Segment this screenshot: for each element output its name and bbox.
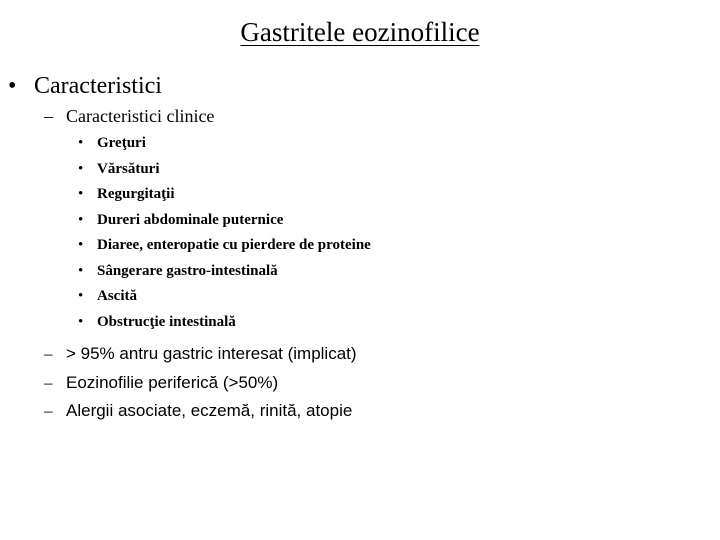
list-item (44, 397, 357, 426)
list-item-text: Diaree, enteropatie cu pierdere de proteine (97, 237, 371, 253)
list-item (78, 233, 371, 259)
list-item-text: Greţuri (97, 135, 146, 151)
list-item-text: Regurgitaţii (97, 186, 175, 202)
list-item-text: Vărsături (97, 160, 160, 177)
additional-features-list (44, 340, 357, 426)
list-item (78, 131, 371, 157)
list-item (78, 284, 371, 310)
subbullet-text: Caracteristici clinice (66, 106, 215, 126)
bullet-text: Caracteristici (34, 73, 162, 99)
list-item (78, 157, 371, 183)
list-item-text: Eozinofilie periferică (>50%) (66, 372, 279, 392)
list-item-text: Sângerare gastro-intestinală (97, 262, 278, 279)
list-item-text: Obstrucţie intestinală (97, 313, 236, 330)
bullet-marker: • (78, 237, 84, 253)
list-item (78, 259, 371, 285)
list-item (44, 340, 357, 369)
bullet-marker: • (78, 262, 84, 279)
list-item-text: Dureri abdominale puternice (97, 211, 284, 228)
list-item-text: Ascită (97, 288, 137, 304)
list-item-text: > 95% antru gastric interesat (implicat) (66, 344, 357, 363)
dash-marker: – (44, 372, 53, 392)
bullet-marker: • (8, 73, 17, 99)
bullet-marker: • (78, 186, 84, 202)
bullet-marker: • (78, 135, 84, 151)
dash-marker: – (44, 106, 53, 126)
slide-title (0, 14, 720, 50)
dash-marker: – (44, 401, 53, 420)
list-item (44, 369, 357, 398)
bullet-marker: • (78, 211, 84, 228)
list-item-text: Alergii asociate, eczemă, rinită, atopie (66, 401, 353, 420)
bullet-caracteristici (8, 70, 162, 102)
bullet-marker: • (78, 288, 84, 304)
subbullet-clinical (44, 104, 214, 128)
list-item (78, 310, 371, 336)
clinical-signs-list (78, 131, 371, 335)
bullet-marker: • (78, 313, 84, 330)
list-item (78, 182, 371, 208)
list-item (78, 208, 371, 234)
bullet-marker: • (78, 160, 84, 177)
dash-marker: – (44, 344, 53, 363)
slide-title-text: Gastritele eozinofilice (240, 17, 480, 47)
